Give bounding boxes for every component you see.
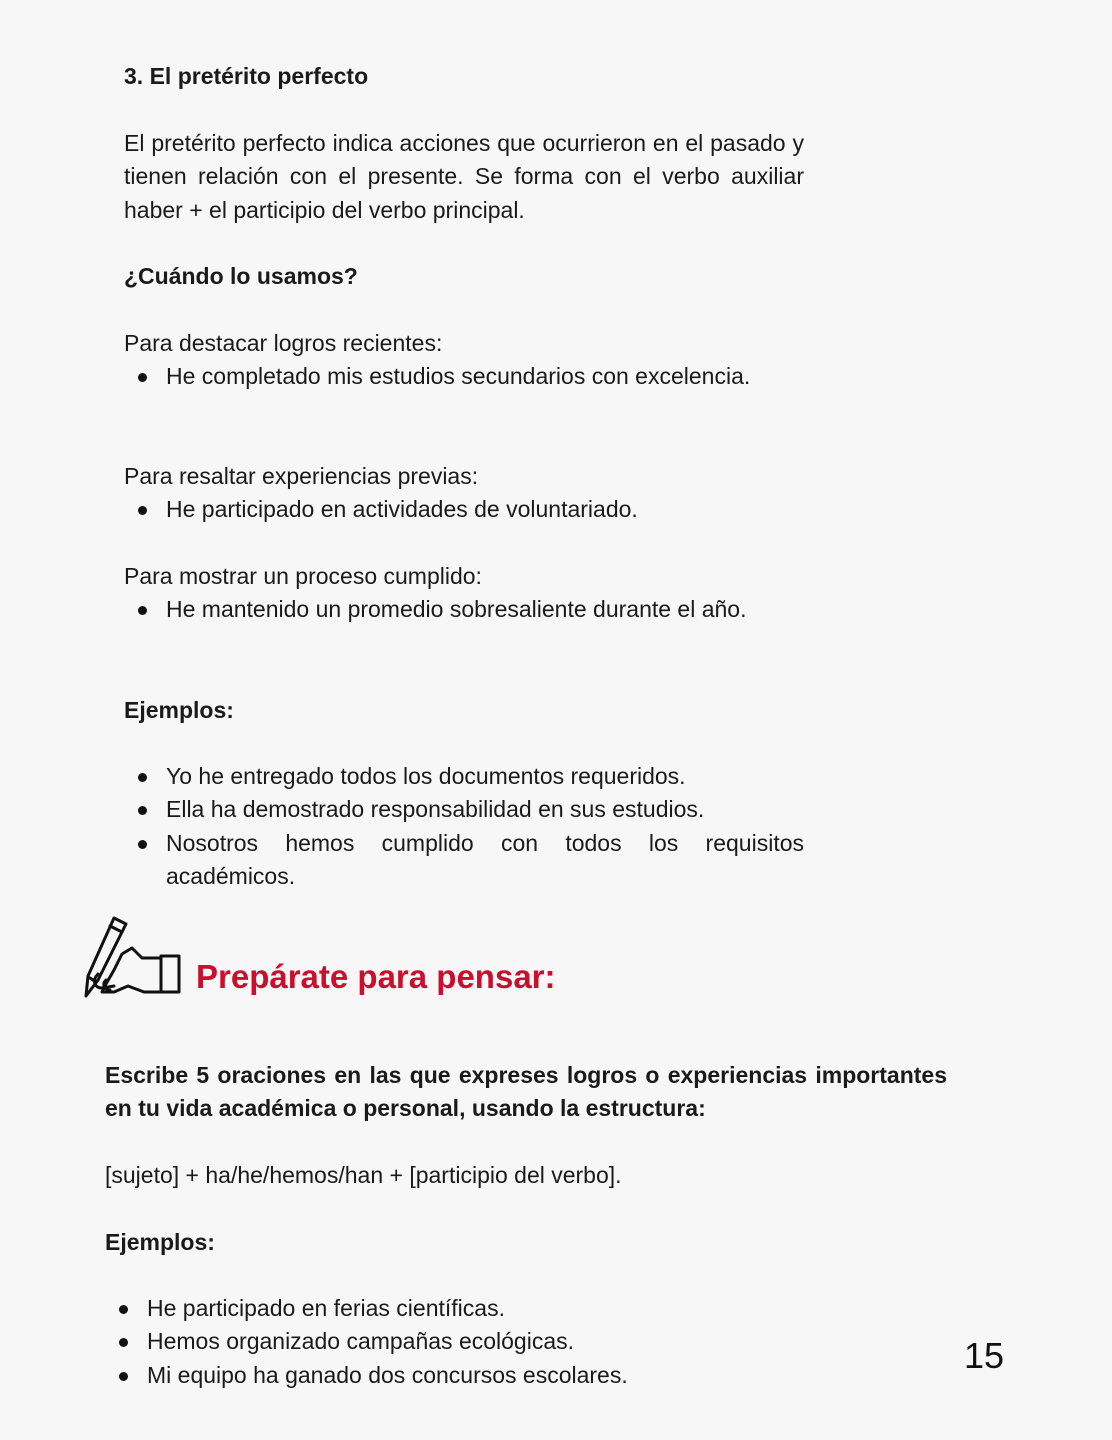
usage-example-list — [124, 593, 804, 626]
exercise-instruction: Escribe 5 oraciones en las que expreses logros o experiencias importantes en tu vida académica o personal, usando la estructura: — [105, 1062, 947, 1122]
page-number: 15 — [964, 1335, 1005, 1376]
usage-heading: ¿Cuándo lo usamos? — [124, 263, 358, 289]
list-item: Ella ha demostrado responsabilidad en sus estudios. — [124, 793, 804, 826]
usage-group-2 — [124, 460, 804, 527]
list-item: Nosotros hemos cumplido con todos los requisitos académicos. — [124, 827, 804, 894]
list-item: Mi equipo ha ganado dos concursos escolares. — [105, 1359, 947, 1392]
list-item: He mantenido un promedio sobresaliente durante el año. — [124, 593, 804, 626]
usage-label: Para resaltar experiencias previas: — [124, 463, 479, 489]
list-item: Hemos organizado campañas ecológicas. — [105, 1325, 947, 1358]
exercise-title: Prepárate para pensar: — [196, 958, 556, 995]
examples-list — [124, 760, 804, 894]
list-item: He completado mis estudios secundarios con excelencia. — [124, 360, 804, 393]
usage-example-list — [124, 360, 804, 393]
list-item: He participado en ferias científicas. — [105, 1292, 947, 1325]
list-item: Yo he entregado todos los documentos requeridos. — [124, 760, 804, 793]
hand-writing-icon — [84, 914, 184, 1002]
examples-heading: Ejemplos: — [124, 697, 234, 723]
structure-formula: [sujeto] + ha/he/hemos/han + [participio del verbo]. — [105, 1162, 622, 1188]
exercise-examples-heading: Ejemplos: — [105, 1229, 215, 1255]
usage-group-1 — [124, 327, 804, 394]
usage-label: Para destacar logros recientes: — [124, 330, 443, 356]
section-title: 3. El pretérito perfecto — [124, 63, 369, 89]
usage-group-3 — [124, 560, 804, 627]
list-item: He participado en actividades de voluntariado. — [124, 493, 804, 526]
exercise-examples-list — [105, 1292, 947, 1392]
intro-paragraph: El pretérito perfecto indica acciones que ocurrieron en el pasado y tienen relación con el presente. Se forma con el verbo auxiliar haber + el participio del verbo principal. — [124, 130, 804, 223]
usage-label: Para mostrar un proceso cumplido: — [124, 563, 482, 589]
usage-example-list — [124, 493, 804, 526]
